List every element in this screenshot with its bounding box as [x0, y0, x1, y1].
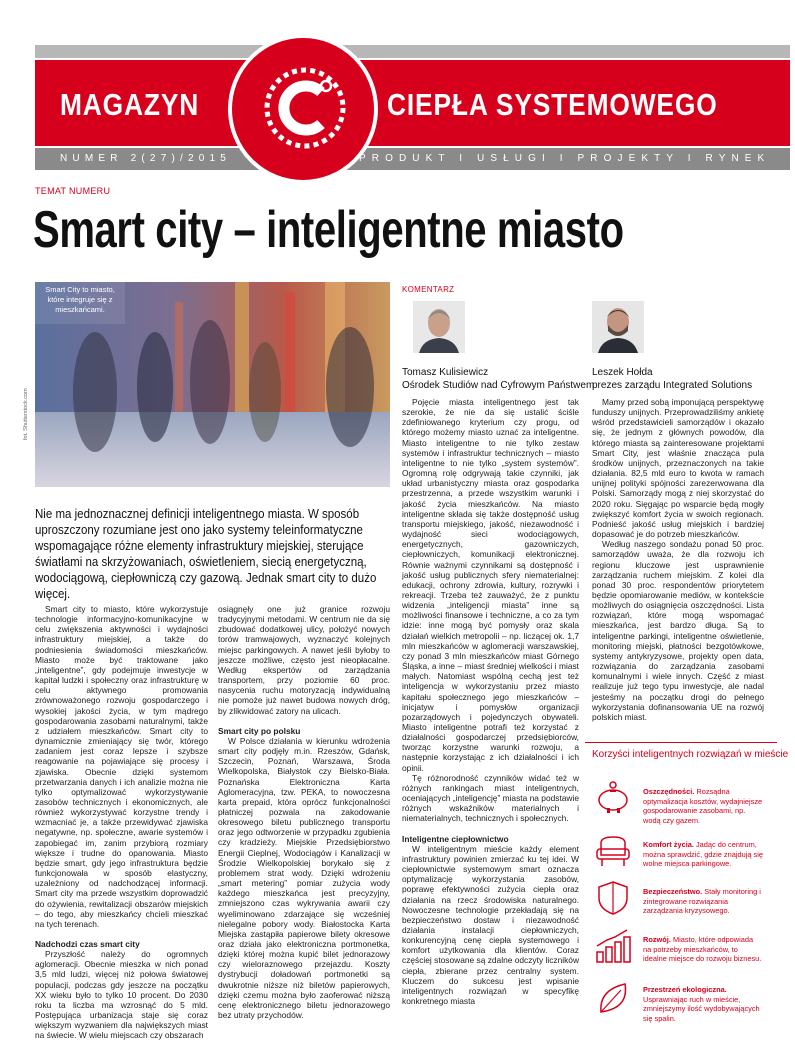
subheading: Nadchodzi czas smart city	[35, 939, 140, 949]
benefit-desc: Rozsądna optymalizacja kosztów, wydajniejsze gospodarowanie zasobami, np. wodą czy gazem.	[643, 787, 763, 825]
masthead-right-word: CIEPŁA SYSTEMOWEGO	[387, 87, 718, 122]
body-paragraph: Mamy przed sobą imponującą perspektywę funduszy unijnych. Przeprowadziliśmy ankietę wśród przedstawicieli samorządów i okazało się, że jednym z głównych powodów, dla którego miasta są zainteresowane projektami Smart City, jest właśnie znacząca pula środków unijnych, przeznaczonych na takie działania. 82,5 mld euro to kwota w ramach unijnej polityki spójności zarezerwowana dla Polski. Samorządy mogą z niej skorzystać do 2020 roku. Sięgając po wsparcie będą mogły zwiększyć komfort życia w swoich regionach. Podnieść jakość usług miejskich i bardziej dopasować je do potrzeb mieszkańców.	[592, 397, 764, 540]
body-paragraph: Według naszego sondażu ponad 50 proc. samorządów uważa, że dla rozwoju ich regionu kluczowe jest usprawnienie zarządzania ruchem miejskim. Z kolei dla ponad 30 proc. respondentów priorytetem będzie opomiarowanie mediów, w kontekście możliwych do osiągnięcia oszczędności. Lista rozwiązań, które mogą wspomagać mieszkańca, jest bardzo długa. Są to inteligentne parkingi, inteligentne oświetlenie, monitoring miejski, płatności bezgotówkowe, systemy antykryzysowe, projekty open data, rozwiązania do zarządzania zasobami komunalnymi i wiele innych. Część z miast realizuje już tego typu inwestycje, ale nadal jesteśmy na początku drogi do pełnego wykorzystania dofinansowania UE na rozwój polskich miast.	[592, 539, 764, 722]
commentator-role: Ośrodek Studiów nad Cyfrowym Państwem	[402, 380, 595, 391]
benefit-desc: Jadąc do centrum, można sprawdzić, gdzie znajdują się wolne miejsca parkingowe.	[643, 840, 763, 869]
leaf-icon	[593, 980, 633, 1016]
sidebar-title: Korzyści inteligentnych rozwiązań w mieście	[592, 749, 789, 760]
body-paragraph: osiągnęły one już granice rozwoju tradycyjnymi metodami. W centrum nie da się zbudować dodatkowej ulicy, położyć nowych torów tramwajowych, wyznaczyć kolejnych miejsc parkingowych. A nawet jeśli byłoby to jeszcze możliwe, często jest nieopłacalne. Według ekspertów od zarządzania transportem, przy poziomie 60 proc. nasycenia ruchu motoryzacją indywidualną nie pomoże już nawet budowa nowych dróg, by zlikwidować zatory na ulicach.	[218, 604, 390, 716]
avatar	[413, 301, 465, 353]
benefit-title: Komfort życia.	[643, 840, 694, 849]
kicker: TEMAT NUMERU	[35, 186, 111, 196]
benefit-item	[643, 840, 763, 869]
body-paragraph: W inteligentnym mieście każdy element infrastruktury powinien zmierzać ku tej idei. W ciepłownictwie systemowym smart oznacza optymalizację wykorzystania zasobów, poprawę efektywności zużycia ciepła oraz działania na rzecz środowiska naturalnego. Nowoczesne technologie przekładają się na bezpieczeństwo dostaw i niezawodność działania instalacji ciepłowniczych, konkurencyjną cenę ciepła systemowego i komfort użytkowania dla klientów. Coraz częściej stosowane są zdalne odczyty liczników ciepła, zbierane przez centralny system. Kluczem do sukcesu jest wpisanie inteligentnych rozwiązań w specyfikę konkretnego miasta	[402, 843, 579, 1007]
benefit-item	[643, 787, 763, 825]
body-paragraph: Smart city to miasto, które wykorzystuje technologie informacyjno-komunikacyjne w celu zwiększenia aktywności i wydajności infrastruktury miejskiej, a także do podniesienia świadomości mieszkańców. Miasto może być traktowane jako „inteligentne”, gdy podejmuje inwestycje w kapitał ludzki i społeczny oraz infrastrukturę w celu aktywnego promowania zrównoważonego rozwoju gospodarczego i wysokiej jakości życia, w tym mądrego gospodarowania zasobami naturalnymi, także z udziałem mieszkańców. Smart city to dynamicznie zmieniający się twór, którego zadaniem jest coraz lepsze i szybsze reagowanie na pojawiające się procesy i zjawiska. Obecnie dzięki systemom przetwarzania danych i ich analizie można nie tylko optymalizować wykorzystywanie zasobów technicznych i ekonomicznych, ale również wykorzystywać korzystne trendy i wzmacniać je, a także przewidywać zjawiska negatywne, np. społeczne, awarie systemów i zapobiegać im, zanim przybiorą rozmiary większe i trudne do opanowania. Miasto będzie smart, gdy jego infrastruktura będzie funkcjonowała w sposób elastyczny, uzależniony od nadchodzącej informacji. Smart city ma przede wszystkim doprowadzić do ożywienia, rewitalizacji obszarów miejskich – do tego, aby mieszkańcy chcieli mieszkać na tych terenach.	[35, 604, 208, 929]
commentator-name: Leszek Hołda	[592, 367, 653, 378]
benefit-desc: Miasto, które odpowiada na potrzeby mieszkańców, to idealne miejsce do rozwoju biznesu.	[643, 935, 762, 964]
benefit-item	[643, 887, 763, 916]
photo-credit: fot. Shutterstock.com	[23, 388, 29, 440]
comment-column-1	[402, 397, 579, 1006]
benefit-title: Oszczędności.	[643, 787, 695, 796]
piggy-bank-icon	[593, 780, 633, 816]
body-paragraph: Pojęcie miasta inteligentnego jest tak szerokie, że nie da się ustalić ściśle zdefiniowanego kryterium czy progu, od którego możemy miasto uznać za inteligentne. Miasto inteligentne to nie tylko zestaw systemów i infrastruktur technicznych – miasto inteligentne to nie tylko „system systemów”. Ogromną rolę odgrywają takie czynniki, jak układ urbanistyczny miasta oraz gospodarka przestrzenna, a przede wszystkim warunki i jakość życia mieszkańców. Na miasto inteligentne składa się także dostępność usług transportu miejskiego, jakość, niezawodność i wydajność sieci wodociągowych, energetycznych, gazowniczych, ciepłowniczych, komunikacji elektronicznej. Równie ważnymi czynnikami są dostępność i jakość usług publicznych sfery niematerialnej: edukacji, ochrony zdrowia, kultury, rozrywki i rekreacji. Trzeba też zauważyć, że z punktu widzenia „inteligencji miasta” inne są możliwości finansowe i techniczne, a co za tym idzie: inne mogą być pomysły oraz skala działań wielkich metropolii – np. liczącej ok. 1,7 mln mieszkańców w aglomeracji warszawskiej, czy ponad 3 mln mieszkańców miast Górnego Śląska, a inne – miast średniej wielkości i miast małych. Natomiast wspólną cechą jest też inteligencja w wykorzystaniu przez miasto kapitału społecznego jego mieszkańców – inicjatyw i pomysłów organizacji pozarządowych i pojedynczych obywateli. Miasto inteligentne potrafi też korzystać z działalności gospodarczej przedsiębiorców, tworząc korzystne warunki rozwoju, a następnie korzystając z ich działalności i ich opinii.	[402, 397, 579, 773]
benefit-desc: Stały monitoring i zintegrowane rozwiązania zarządzania kryzysowego.	[643, 887, 761, 916]
benefit-title: Rozwój.	[643, 935, 671, 944]
avatar	[592, 301, 644, 353]
section-list: PRODUKT I USŁUGI I PROJEKTY I RYNEK	[359, 153, 771, 164]
subheading: Smart city po polsku	[218, 725, 301, 736]
article-column-2	[218, 604, 390, 1020]
armchair-icon	[593, 833, 633, 869]
body-paragraph: W Polsce działania w kierunku wdrożenia smart city podjęły m.in. Rzeszów, Gdańsk, Szczecin, Poznań, Warszawa, Środa Wielkopolska, Białystok czy Bielsko-Biała. Poznańska Elektroniczna Karta Aglomeracyjna, tzw. PEKA, to nowoczesna karta prepaid, która oprócz funkcjonalności płatniczej pozwala na zakodowanie okresowego biletu publicznego transportu oraz jego odtworzenie w przypadku zgubienia czy kradzieży. Miejskie Przedsiębiorstwo Energii Cieplnej, Wodociągów i Kanalizacji w Środzie Wielkopolskiej borykało się z problemem strat wody. Dzięki wdrożeniu „smart metering” pomiar zużycia wody każdego mieszkańca jest precyzyjny, zmniejszono czas wykrywania awarii czy wyeliminowano zdarzające się wcześniej nielegalne pobory wody. Białostocka Karta Miejska zastąpiła papierowe bilety okresowe oraz działa jako elektroniczna portmonetka, dzięki której można kupić bilet jednorazowy czy wieloraznowego przejazdu. Koszty dystrybucji doładowań portmonetki są dwukrotnie niższe niż biletów papierowych, dzięki czemu można było zaoferować niższą cenę elektronicznego biletu jednorazowego bez utraty przychodów.	[218, 735, 390, 1021]
comment-column-2	[592, 397, 764, 722]
lead-paragraph: Nie ma jednoznacznej definicji inteligentnego miasta. W sposób uproszczony rozumiane jest ono jako systemy teleinformatyczne wspomagające różne elementy infrastruktury miejskiej, sterujące światłami na skrzyżowaniach, oświetleniem, siecią energetyczną, wodociągową, ciepłowniczą czy gazową. Jednak smart city to dużo więcej.	[35, 507, 377, 601]
growth-chart-icon	[593, 928, 633, 964]
shield-icon	[593, 880, 633, 916]
benefit-desc: Usprawniając ruch w mieście, zmniejszymy ilość wydobywających się spalin.	[643, 994, 760, 1023]
benefit-item	[643, 935, 763, 964]
commentator-name: Tomasz Kulisiewicz	[402, 367, 489, 378]
benefit-title: Bezpieczeństwo.	[643, 887, 703, 896]
article-column-1	[35, 604, 208, 1041]
masthead-left-word: MAGAZYN	[60, 87, 200, 122]
issue-number: NUMER 2(27)/2015	[60, 153, 232, 164]
comment-label: KOMENTARZ	[402, 285, 455, 294]
benefit-item	[643, 985, 763, 1023]
photo-caption: Smart City to miasto, które integruje się z mieszkańcami.	[35, 282, 125, 324]
body-paragraph: Tę różnorodność czynników widać też w różnych rankingach miast inteligentnych, oceniających „inteligencję” miasta na podstawie różnych wskaźników materialnych i niematerialnych, technicznych i społecznych.	[402, 772, 579, 824]
headline: Smart city – inteligentne miasto	[33, 201, 624, 259]
masthead-top-bar	[35, 45, 790, 58]
c-ring-logo-icon	[255, 58, 355, 158]
commentator-2	[592, 366, 752, 392]
benefit-title: Przestrzeń ekologiczna.	[643, 985, 727, 994]
subheading: Inteligentne ciepłownictwo	[402, 833, 509, 844]
commentator-1	[402, 366, 594, 392]
body-paragraph: Przyszłość należy do ogromnych aglomeracji. Obecnie mieszka w nich ponad 3,5 mld ludzi, więcej niż połowa światowej populacji, podczas gdy jeszcze na początku XX wieku było to tylko 10 procent. Do 2030 roku ta liczba ma wzrosnąć do 5 mld. Postępująca urbanizacja staje się coraz większym wyzwaniem dla największych miast na świecie. W wielu miejscach czy obszarach	[35, 949, 208, 1041]
commentator-role: prezes zarządu Integrated Solutions	[592, 380, 753, 391]
